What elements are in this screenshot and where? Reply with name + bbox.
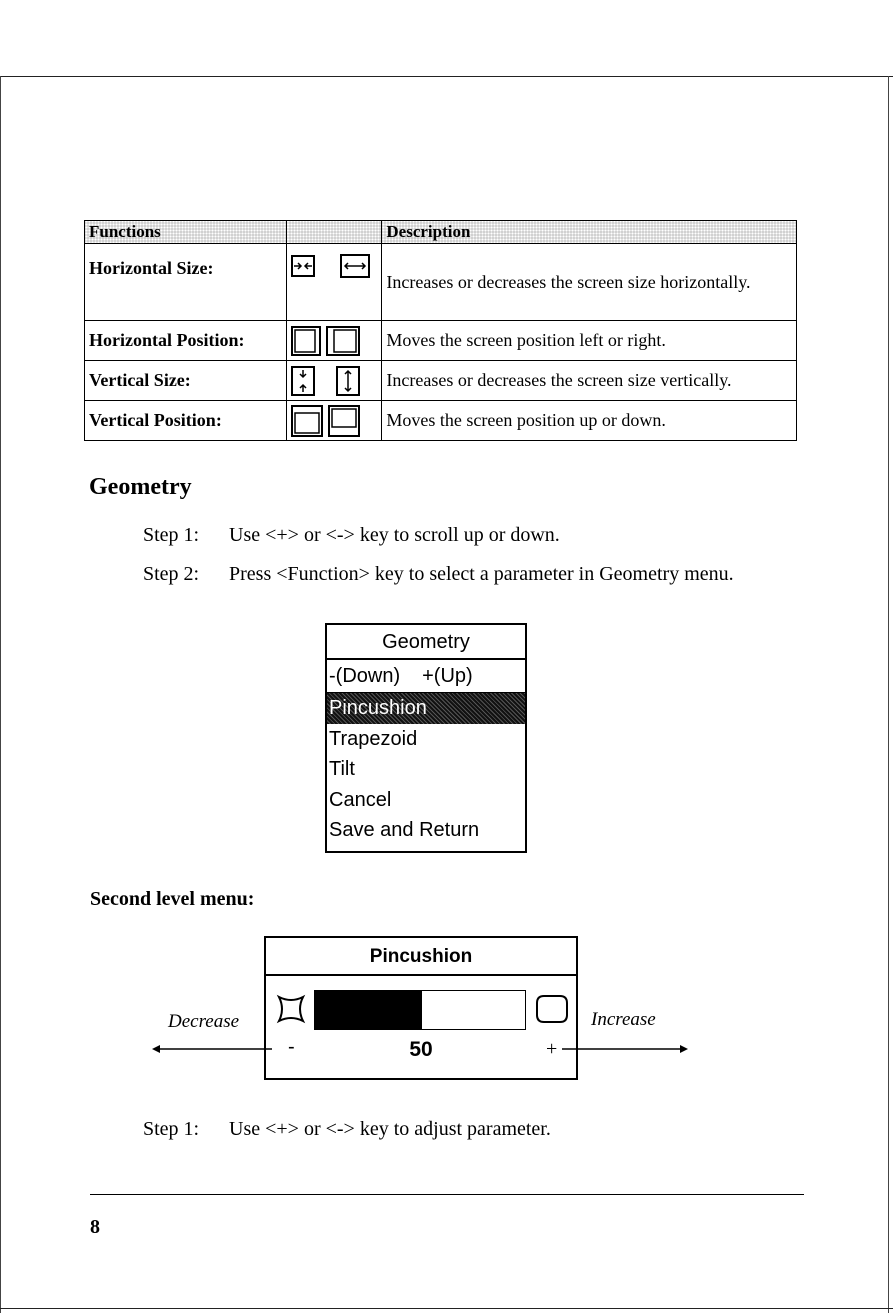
- row-description: Increases or decreases the screen size horizontally.: [382, 244, 797, 321]
- step-text: Use <+> or <-> key to adjust parameter.: [229, 1118, 551, 1140]
- row-description: Moves the screen position up or down.: [382, 401, 797, 441]
- h-size-expand-icon: [340, 254, 370, 278]
- down-label: -(Down): [329, 665, 401, 687]
- row-icons: [287, 401, 382, 441]
- row-description: Increases or decreases the screen size vertically.: [382, 361, 797, 401]
- increase-label: Increase: [591, 1009, 656, 1030]
- v-position-down-icon: [328, 405, 360, 437]
- step-2: [143, 563, 734, 586]
- slider-fill: [315, 991, 422, 1029]
- header-functions: Functions: [85, 221, 287, 244]
- plus-symbol: +: [546, 1038, 558, 1060]
- step-label: Step 1:: [143, 1118, 200, 1140]
- adjust-value: 50: [409, 1038, 433, 1061]
- pincushion-adjust-box: [264, 936, 578, 1080]
- page-number: 8: [90, 1216, 100, 1238]
- row-name: Horizontal Size:: [85, 244, 287, 321]
- section-title: Geometry: [89, 474, 192, 500]
- right-edge-line: [888, 76, 889, 1313]
- pincushion-concave-icon: [276, 994, 306, 1024]
- table-row: [85, 361, 797, 401]
- minus-symbol: -: [288, 1036, 295, 1058]
- table-header-row: [85, 221, 797, 244]
- table-row: [85, 244, 797, 321]
- step-text: Press <Function> key to select a parameter in Geometry menu.: [229, 563, 734, 585]
- geometry-menu: [325, 623, 527, 853]
- menu-item-save-and-return[interactable]: Save and Return: [329, 819, 480, 841]
- h-position-right-icon: [326, 326, 360, 356]
- functions-table: [84, 220, 797, 441]
- step-label: Step 2:: [143, 563, 200, 585]
- step-text: Use <+> or <-> key to scroll up or down.: [229, 524, 560, 546]
- decrease-arrow-icon: [150, 1042, 274, 1056]
- row-description: Moves the screen position left or right.: [382, 321, 797, 361]
- row-name: Vertical Position:: [85, 401, 287, 441]
- increase-arrow-icon: [560, 1042, 690, 1056]
- menu-navigation-hint: [327, 660, 525, 692]
- row-name: Vertical Size:: [85, 361, 287, 401]
- header-description: Description: [382, 221, 797, 244]
- page-bottom-rule: [0, 1308, 893, 1309]
- header-icons: [287, 221, 382, 244]
- v-size-expand-icon: [336, 366, 360, 396]
- menu-item-tilt[interactable]: Tilt: [329, 758, 355, 780]
- step-1: [143, 524, 560, 547]
- row-icons: [287, 361, 382, 401]
- adjust-step-1: [143, 1118, 551, 1141]
- table-row: [85, 401, 797, 441]
- h-size-shrink-icon: [291, 255, 315, 277]
- left-edge-line: [0, 76, 1, 1313]
- menu-item-cancel[interactable]: Cancel: [329, 788, 392, 811]
- row-name: Horizontal Position:: [85, 321, 287, 361]
- pincushion-slider[interactable]: [314, 990, 526, 1030]
- pincushion-convex-icon: [536, 994, 568, 1024]
- up-label: +(Up): [422, 665, 473, 687]
- table-row: [85, 321, 797, 361]
- adjust-title: Pincushion: [266, 938, 576, 976]
- footer-rule: [90, 1194, 804, 1195]
- h-position-left-icon: [291, 326, 321, 356]
- menu-title: Geometry: [327, 625, 525, 660]
- second-level-label: Second level menu:: [90, 888, 255, 910]
- row-icons: [287, 321, 382, 361]
- menu-item-pincushion[interactable]: Pincushion: [327, 692, 525, 724]
- v-size-shrink-icon: [291, 366, 315, 396]
- decrease-label: Decrease: [168, 1011, 240, 1032]
- step-label: Step 1:: [143, 524, 200, 546]
- top-rule: [0, 76, 893, 77]
- v-position-up-icon: [291, 405, 323, 437]
- menu-item-trapezoid[interactable]: Trapezoid: [329, 727, 418, 750]
- row-icons: [287, 244, 382, 321]
